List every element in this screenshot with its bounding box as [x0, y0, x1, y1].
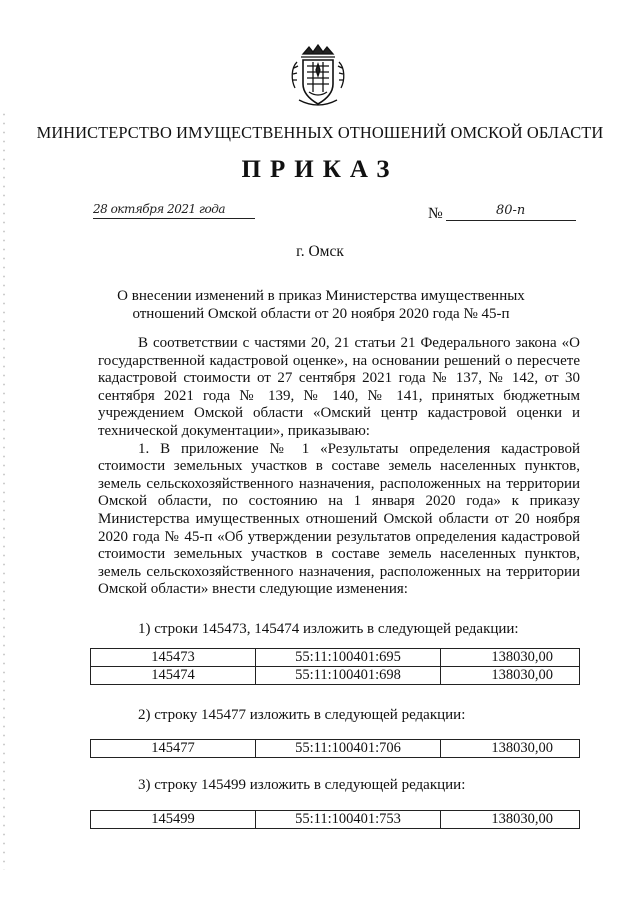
cadastral-value-cell: 138030,00 [441, 740, 580, 758]
body-paragraph: 1. В приложение № 1 «Результаты определения кадастровой стоимости земельных участков в составе земель населенных пунктов, земель сельскохозяйственного назначения, расположенных на территории Омской области, по состоянию на 1 января 2020 года» к приказу Министерства имущественных отношений Омской области от 20 ноября 2020 года № 45-п «Об утверждении результатов определения кадастровой стоимости земельных участков в составе земель населенных пунктов, земель сельскохозяйственного назначения, расположенных на территории Омской области» внести следующие изменения: [98, 440, 580, 598]
body-paragraph: В соответствии с частями 20, 21 статьи 21 Федерального закона «О государственной кадастровой оценке», на основании решений о пересчете кадастровой стоимости от 27 сентября 2021 года № 137, № 142, от 30 сентября 2021 года № 139, № 140, № 141, принятых бюджетным учреждением Омской области «Омский центр кадастровой оценки и технической документации», приказываю: [98, 335, 580, 439]
number-underline [446, 220, 576, 221]
cadastral-number-cell: 55:11:100401:706 [256, 740, 441, 758]
ministry-name: МИНИСТЕРСТВО ИМУЩЕСТВЕННЫХ ОТНОШЕНИЙ ОМСКОЙ ОБЛАСТИ [36, 123, 604, 142]
row-number-cell: 145499 [91, 811, 256, 829]
cadastral-number-cell: 55:11:100401:698 [256, 667, 441, 685]
amendment-table [90, 648, 580, 685]
table-row [91, 649, 580, 667]
number-sign: № [428, 205, 443, 222]
cadastral-value-cell: 138030,00 [441, 811, 580, 829]
row-number-cell: 145473 [91, 649, 256, 667]
document-type-title: ПРИКАЗ [241, 156, 399, 183]
order-subject: О внесении изменений в приказ Министерства имущественных отношений Омской области от 20 ноября 2020 года № 45-п [117, 288, 525, 322]
table-row [91, 811, 580, 829]
cadastral-value-cell: 138030,00 [441, 649, 580, 667]
date-underline [93, 218, 255, 219]
city-name: г. Омск [296, 243, 344, 260]
table-row [91, 740, 580, 758]
amendment-table [90, 739, 580, 758]
cadastral-value-cell: 138030,00 [441, 667, 580, 685]
amendment-item-label: 3) строку 145499 изложить в следующей редакции: [138, 777, 466, 793]
amendment-table [90, 810, 580, 829]
row-number-cell: 145477 [91, 740, 256, 758]
order-date-field [93, 200, 255, 224]
row-number-cell: 145474 [91, 667, 256, 685]
cadastral-number-cell: 55:11:100401:753 [256, 811, 441, 829]
order-date-handwritten: 28 октября 2021 года [93, 202, 225, 216]
amendment-item-label: 1) строки 145473, 145474 изложить в следующей редакции: [138, 621, 519, 637]
omsk-coat-of-arms-icon [289, 44, 347, 110]
binding-holes [3, 110, 5, 870]
order-number-handwritten: 80-п [496, 203, 526, 218]
cadastral-number-cell: 55:11:100401:695 [256, 649, 441, 667]
order-number-field [446, 201, 576, 225]
table-row [91, 667, 580, 685]
amendment-item-label: 2) строку 145477 изложить в следующей редакции: [138, 707, 466, 723]
order-body [98, 335, 580, 599]
